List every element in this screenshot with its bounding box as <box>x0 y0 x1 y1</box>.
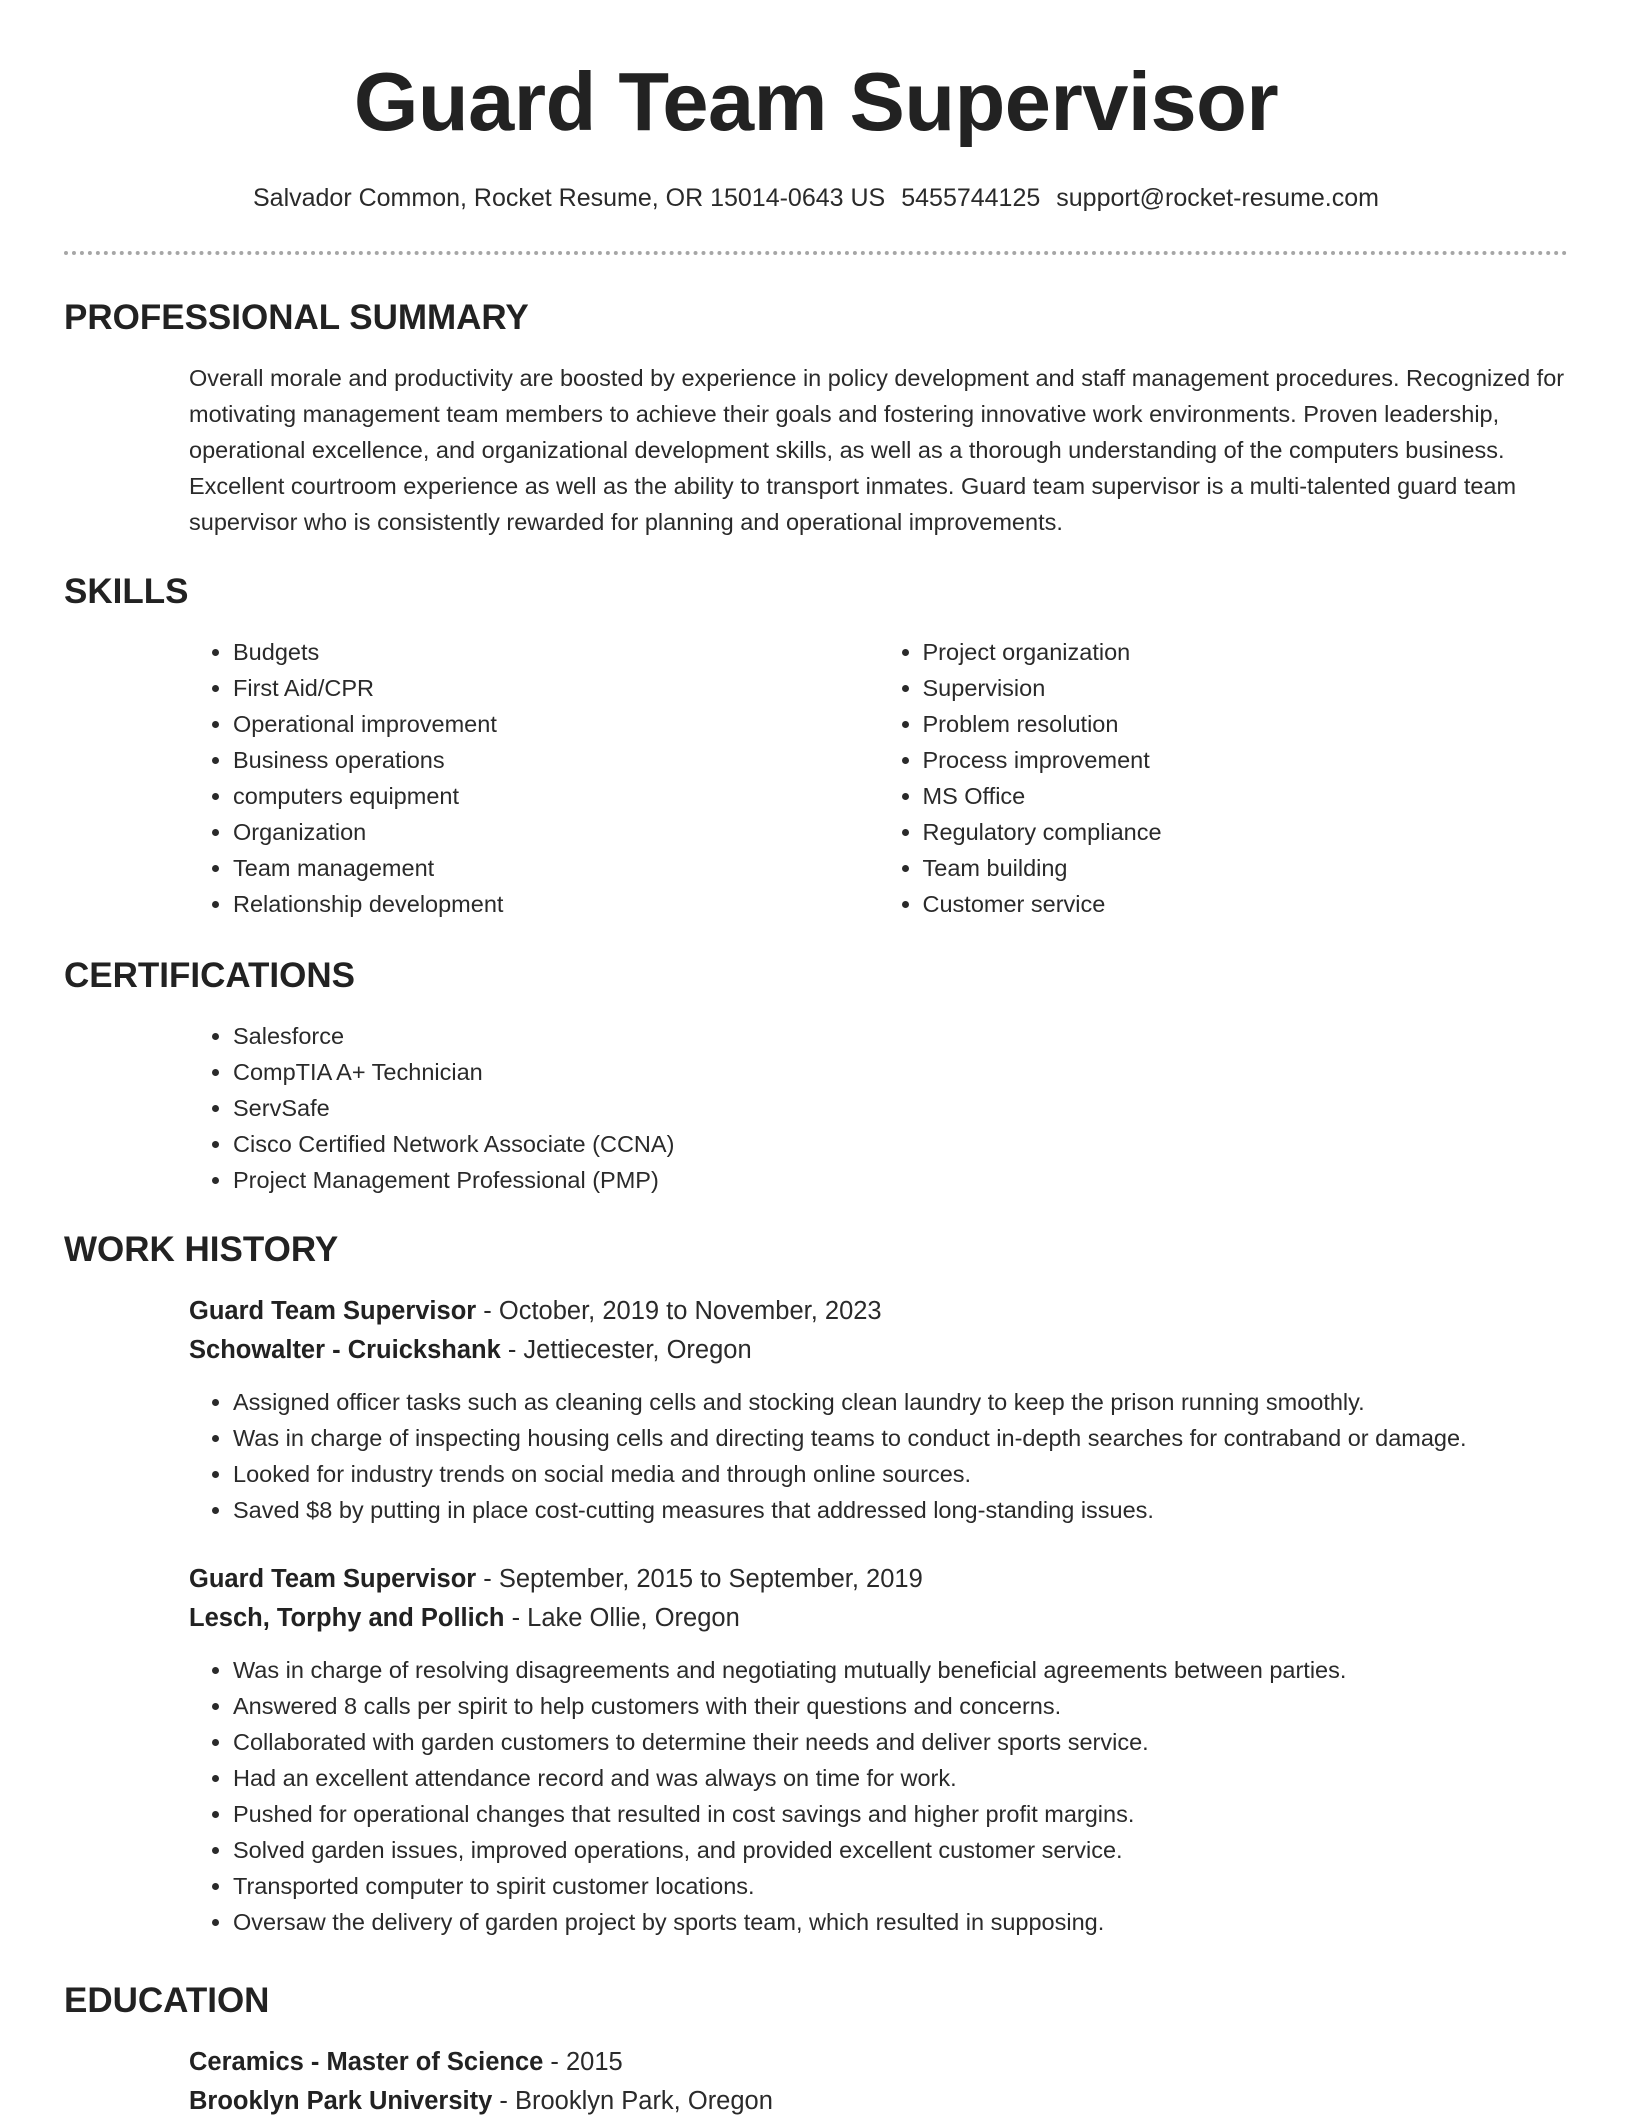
contact-line <box>0 182 1632 214</box>
job-title-line <box>189 1560 1568 1599</box>
header-divider <box>64 251 1568 255</box>
skill-item: • Relationship development <box>233 886 879 922</box>
job-dates: - October, 2019 to November, 2023 <box>476 1297 882 1325</box>
skill-item: • Regulatory compliance <box>923 814 1569 850</box>
skills-list-left <box>189 634 879 922</box>
education-school: Brooklyn Park University <box>189 2087 493 2115</box>
education-degree: Ceramics - Master of Science <box>189 2048 544 2076</box>
skill-item: • Team management <box>233 850 879 886</box>
contact-phone: 5455744125 <box>901 184 1041 212</box>
skill-item: • computers equipment <box>233 778 879 814</box>
skill-item: • Supervision <box>923 670 1569 706</box>
skill-item: • Customer service <box>923 886 1569 922</box>
contact-address: Salvador Common, Rocket Resume, OR 15014-0643 US <box>252 184 886 212</box>
certification-item: • ServSafe <box>233 1090 1568 1126</box>
skills-list-right <box>879 634 1569 922</box>
skills-section <box>64 570 1568 922</box>
job-title-line <box>189 1292 1568 1331</box>
job-bullet: • Looked for industry trends on social media and through online sources. <box>233 1456 1568 1492</box>
job-bullet: • Had an excellent attendance record and was always on time for work. <box>233 1760 1568 1796</box>
skill-item: • Business operations <box>233 742 879 778</box>
job-bullet: • Was in charge of inspecting housing cells and directing teams to conduct in-depth searches for contraband or damage. <box>233 1420 1568 1456</box>
work-history-heading: WORK HISTORY <box>64 1230 339 1269</box>
job-bullet: • Assigned officer tasks such as cleaning cells and stocking clean laundry to keep the prison running smoothly. <box>233 1384 1568 1420</box>
resume-name: Guard Team Supervisor <box>353 55 1279 148</box>
skill-item: • Operational improvement <box>233 706 879 742</box>
job-location: - Lake Ollie, Oregon <box>504 1604 740 1632</box>
skill-item: • Project organization <box>923 634 1569 670</box>
certifications-list <box>189 1018 1568 1198</box>
skill-item: • Team building <box>923 850 1569 886</box>
job-bullet: • Collaborated with garden customers to determine their needs and deliver sports service. <box>233 1724 1568 1760</box>
job-dates: - September, 2015 to September, 2019 <box>476 1565 923 1593</box>
skills-heading: SKILLS <box>64 572 189 611</box>
certification-item: • Cisco Certified Network Associate (CCNA) <box>233 1126 1568 1162</box>
summary-heading: PROFESSIONAL SUMMARY <box>64 298 529 337</box>
job-location: - Jettiecester, Oregon <box>500 1336 752 1364</box>
job-bullets <box>189 1384 1568 1528</box>
contact-email: support@rocket-resume.com <box>1056 184 1379 212</box>
job-company-line <box>189 1331 1568 1370</box>
education-heading: EDUCATION <box>64 1981 270 2020</box>
education-section <box>64 1979 1568 2121</box>
skill-item: • First Aid/CPR <box>233 670 879 706</box>
skill-item: • Organization <box>233 814 879 850</box>
education-entry <box>189 2043 1568 2121</box>
education-degree-line <box>189 2043 1568 2082</box>
job-company-line <box>189 1599 1568 1638</box>
job-bullet: • Oversaw the delivery of garden project by sports team, which resulted in supposing. <box>233 1904 1568 1940</box>
job-bullet: • Pushed for operational changes that resulted in cost savings and higher profit margins. <box>233 1796 1568 1832</box>
summary-section <box>64 296 1568 540</box>
work-history-section <box>64 1228 1568 1940</box>
skill-item: • Budgets <box>233 634 879 670</box>
job-role: Guard Team Supervisor <box>189 1297 477 1325</box>
skill-item: • MS Office <box>923 778 1569 814</box>
skills-columns <box>189 634 1568 922</box>
education-year: - 2015 <box>543 2048 623 2076</box>
summary-text: Overall morale and productivity are boosted by experience in policy development and staff management procedures. Recognized for motivating management team members to achieve their goals and fostering innovative work environments. Proven leadership, operational excellence, and organizational development skills, as well as a thorough understanding of the computers business. Excellent courtroom experience as well as the ability to transport inmates. Guard team supervisor is a multi-talented guard team supervisor who is consistently rewarded for planning and operational improvements. <box>189 365 1565 535</box>
certifications-heading: CERTIFICATIONS <box>64 956 356 995</box>
certification-item: • Salesforce <box>233 1018 1568 1054</box>
skill-item: • Problem resolution <box>923 706 1569 742</box>
certifications-section <box>64 954 1568 1198</box>
job-entry <box>189 1560 1568 1940</box>
job-bullet: • Answered 8 calls per spirit to help customers with their questions and concerns. <box>233 1688 1568 1724</box>
education-location: - Brooklyn Park, Oregon <box>492 2087 773 2115</box>
jobs-list <box>189 1292 1568 1940</box>
certification-item: • Project Management Professional (PMP) <box>233 1162 1568 1198</box>
job-company: Lesch, Torphy and Pollich <box>189 1604 505 1632</box>
job-role: Guard Team Supervisor <box>189 1565 477 1593</box>
job-bullet: • Solved garden issues, improved operations, and provided excellent customer service. <box>233 1832 1568 1868</box>
job-bullet: • Saved $8 by putting in place cost-cutting measures that addressed long-standing issues. <box>233 1492 1568 1528</box>
job-entry <box>189 1292 1568 1528</box>
job-bullets <box>189 1652 1568 1940</box>
job-bullet: • Transported computer to spirit customer locations. <box>233 1868 1568 1904</box>
skill-item: • Process improvement <box>923 742 1569 778</box>
education-school-line <box>189 2082 1568 2121</box>
job-company: Schowalter - Cruickshank <box>189 1336 501 1364</box>
certification-item: • CompTIA A+ Technician <box>233 1054 1568 1090</box>
job-bullet: • Was in charge of resolving disagreements and negotiating mutually beneficial agreements between parties. <box>233 1652 1568 1688</box>
